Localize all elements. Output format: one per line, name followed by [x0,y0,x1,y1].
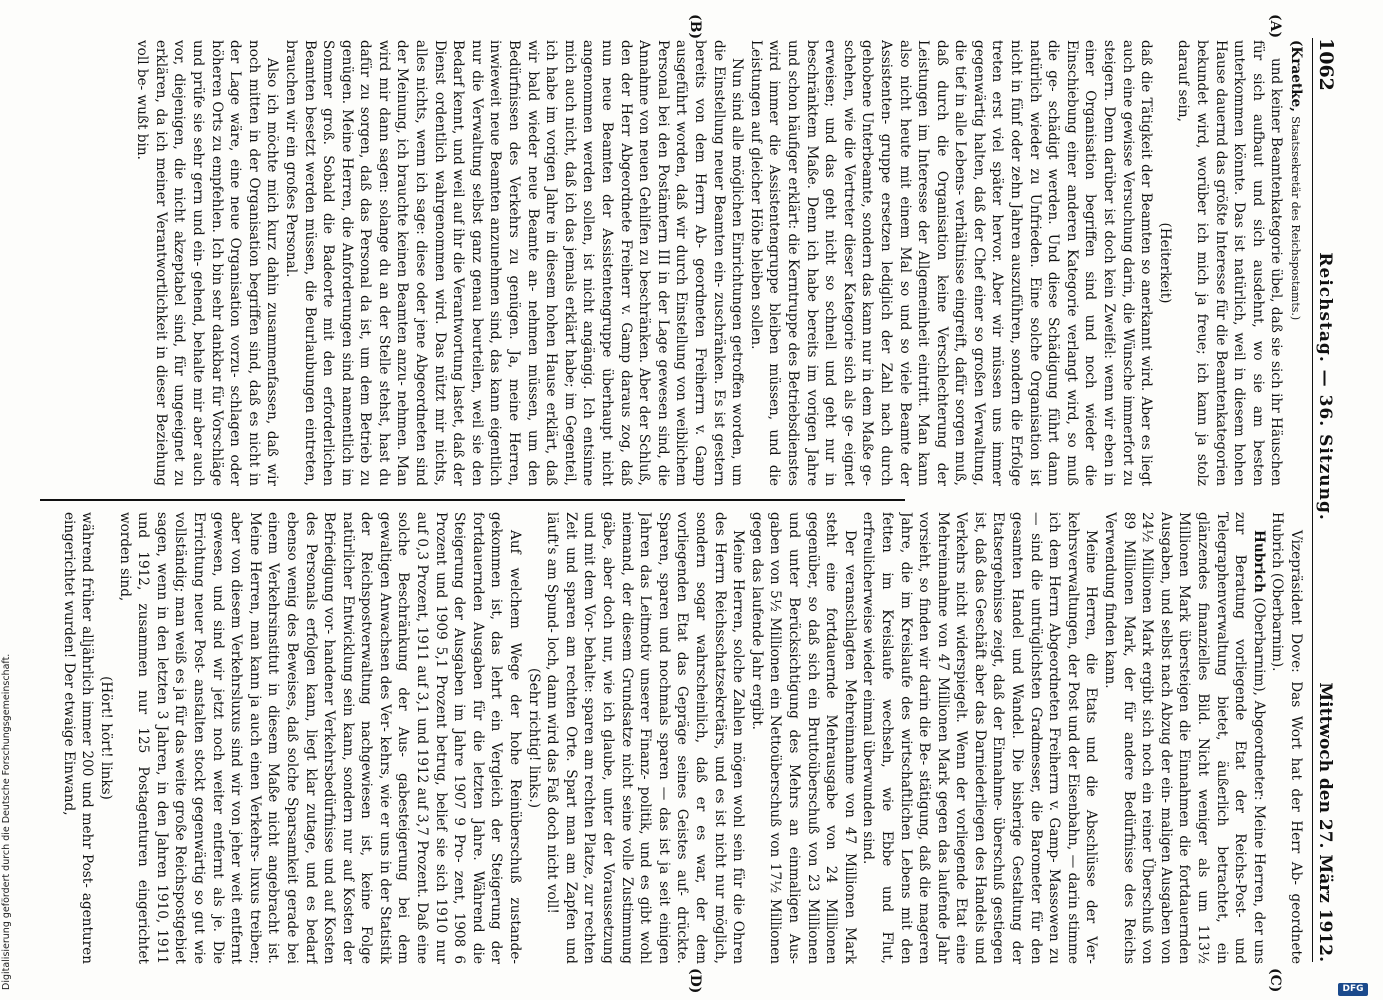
paragraph: Nun sind alle möglichen Einrichtungen getroffen worden, um die Einstellung neuer Beamten ein- zuschränken. Es ist gestern bereits von dem Herrn Ab- geordneten Freiherrn v. Gamp ausgeführt worden, daß wir durch Einstellung von weiblichem Personal bei den Postämtern III in der Lage gewesen sind, die Annahme von neuen Gehilfen zu beschränken. Aber der Schluß, den der Herr Abgeordnete Freiherr v. Gamp daraus zog, daß nun neue Beamten der Assistentengruppe überhaupt nicht angenommen werden sollen, ist nicht angängig. Ich entsinne mich auch nicht, daß ich das jemals erklärt habe; im Gegenteil, ich habe im vorigen Jahre in diesem hohen Hause erklärt, daß wir bald wieder neue Beamte an- nehmen müssen, um den Bedürfnissen des Verkehrs zu genügen. Ja, meine Herren, inwieweit neue Beamten anzunehmen sind, das kann eigentlich nur die Verwaltung selbst ganz genau beurteilen, weil sie den Bedarf kennt, und weil auf ihr die Verantwortung lastet, daß der Dienst ordentlich wahrgenommen wird. Das nützt mir nichts, alles nichts, wenn ich sage: diese oder jene Abgeordneten sind der Meinung, ich brauchte keinen Beamten anzu- nehmen. Man wird mir dann sagen: solange du an der Stelle stehst, hast du dafür zu sorgen, daß das Personal da ist, um dem Betrieb zu genügen. Meine Herren, die Anforderungen sind namentlich im Sommer groß. Sobald die Badeorte mit den erforderlichen Beamten besetzt werden müssen, die Beurlaubungen eintreten, brauchen wir ein großes Personal. [282,40,746,486]
speaker-role: Staatssekretär des Reichspostamts.) [1289,116,1302,321]
speaker-name: Hubrich [1250,530,1267,593]
speaker-name: (Kraetke, [1288,40,1304,112]
paragraph: Auf welchem Wege der hohe Reinüberschuß zustande- gekommen ist, das lehrt ein Vergleich der Steigerung der fortdauernden Ausgaben für die letzten Jahre. Während die Steigerung der Ausgaben im Jahre 1907 9 Pro- zent, 1908 6 Prozent und 1909 5,1 Prozent betrug, belief sie sich 1910 nur auf 0,3 Prozent, 1911 auf 3,1 und 1912 auf 3,7 Prozent. Daß eine solche Beschränkung der Aus- gabesteigerung bei dem gewaltigen Anwachsen des Ver- kehrs, wie er uns in der Statistik der Reichspostverwaltung nachgewiesen ist, keine Folge natürlicher Entwicklung sein kann, sondern nur auf Kosten der Befriedigung vor- handener Verkehrsbedürfnisse und auf Kosten des Personals erfolgen kann, liegt klar zutage, und es bedarf ebenso wenig des Beweises, daß solche Sparsamkeit gerade bei einem Verkehrsinstitut in diesem Maße nicht angebracht ist. Meine Herren, man kann ja auch einen Verkehrs- luxus treiben; aber von diesem Verkehrsluxus sind wir von jeher weit entfernt gewesen, und sind wir jetzt noch weiter entfernt als je. Die Errichtung neuer Post- anstalten stockt gegenwärtig so gut wie vollständig; man weiß es ja für das weite große Reichspostgebiet sagen, wenn in den letzten 3 Jahren, in den Jahren 1910, 1911 und 1912, zusammen nur 125 Postagenturen eingerichtet worden sind, [116,512,524,964]
digitization-note: Digitalisierung gefördert durch die Deutsche Forschungsgemeinschaft. [1,653,12,990]
digitization-strip [0,0,14,1000]
paragraph: daß die Tätigkeit der Beamten so anerkannt wird. Aber es liegt auch eine gewisse Versuchung darin, die Wünsche immerfort zu steigern. Denn darüber ist doch kein Zweifel: wenn wir eben in einer Organisation begriffen sind und noch wieder die Einschiebung einer anderen Kategorie verlangt wird, so muß die ge- schädigt werden. Und diese Schädigung führt dann natürlich wieder zu Unfrieden. Eine solche Organisation ist nicht in fünf oder zehn Jahren auszuführen, sondern die Erfolge treten erst viel später hervor. Aber wir müssen uns immer gegenwärtig halten, daß der Chef einer so großen Verwaltung, die tief in alle Lebens- verhältnisse eingreift, dafür sorgen muß, daß durch die Organisation keine Verschlechterung der Leistungen im Interesse der Allgemeinheit eintritt. Man kann also nicht heute mit einem Mal so und so viele Beamte der Assistenten- gruppe ersetzen lediglich der Zahl nach durch gehobene Unterbeamte, sondern das kann nur in dem Maße ge- schehen, wie die Vertreter dieser Kategorie sich als ge- eignet erweisen; und das geht nicht so schnell und geht nur in beschränktem Maße. Denn ich habe bereits im vorigen Jahre und schon häufiger erklärt: die Kerntruppe des Betriebsdienstes wird immer die Assistentengruppe bleiben müssen, und die Leistungen auf gleicher Höhe bleiben sollen. [747,40,1155,486]
interjection: (Heiterkeit) [1156,222,1173,304]
dfg-logo: DFG [1338,983,1368,996]
paragraph: während früher alljährlich immer 200 und mehr Post- agenturen eingerichtet wurden! Der etwaige Einwand, [60,512,96,964]
speaker-line [1285,40,1305,486]
interjection: (Hört! hört! links) [98,676,114,800]
paragraph: Also ich möchte mich kurz dahin zusammenfassen, daß wir noch mitten in der Organisation begriffen sind, daß es nicht in der Lage wäre, eine neue Organisation vorzu- schlagen oder höheren Orts zu empfehlen. Ich bin sehr dankbar für Vorschläge und prüfe sie sehr gern und ein- gehend, behalte mir aber auch vor, diejenigen, die nicht akzeptabel sind, für ungeeignet zu erklären, da ich meiner Verantwortlichkeit in dieser Beziehung voll be- wußt bin. [134,40,281,486]
column-divider [40,499,905,501]
paragraph-text: (Oberbarnim), Abgeordneter: Meine Herren, der uns zur Beratung vorliegende Etat der Reichs-Post- und Telegraphenverwaltung bietet, äußerlich betrachtet, ein glänzendes finanzielles Bild. Nicht weniger als um 113½ Millionen Mark übersteigen die Einnahmen die fortdauernden Ausgaben, und selbst nach Abzug der ein- maligen Ausgaben von 24½ Millionen Mark ergibt sich noch ein reiner Überschuß von 89 Millionen Mark, der für andere Bedürfnisse des Reichs Verwendung finden kann. [1102,512,1267,964]
paragraph: und keiner Beamtenkategorie übel, daß sie sich ihr Häuschen für sich aufbaut und sich ausdehnt, wo sie am besten unterkommen könnte. Das ist natürlich, weil in diesem hohen Hause dauernd das größte Interesse für die Beamtenkategorien bekundet wird, worüber ich mich ja freue; ich kann ja stolz darauf sein, [1175,40,1285,486]
header-title: Reichstag. — 36. Sitzung. [1315,252,1335,521]
left-column [40,40,1305,486]
interjection: (Sehr richtig! links.) [525,667,542,809]
margin-letter-b: (B) [687,14,703,40]
right-column [40,512,1305,964]
margin-letter-d: (D) [687,968,703,994]
speaker-paragraph [1100,512,1267,964]
margin-letter-a: (A) [1267,14,1283,39]
page-number: 1062 [1315,38,1337,91]
paragraph: Meine Herren, die Etats und die Abschlüsse der Ver- kehrsverwaltungen, der Post und der Eisenbahn, — darin stimme ich dem Herrn Abgeordneten Freiherrn v. Gamp- Massowen zu — sind die untrüglichsten Gradmesser, die Barometer für den gesamten Handel und Wandel. Die bisherige Gestaltung der Etatsergebnisse zeigt, daß der Einnahme- überschuß gestiegen ist, daß das Geschäft aber das Darniederliegen des Handels und Verkehrs nicht widerspiegelt. Wenn der vorliegende Etat eine Mehreinnahme von 47 Millionen Mark gegen das laufende Jahr vorsieht, so finden wir darin die Be- stätigung, daß die mageren Jahre, die im Kreislaufe des wirtschaftlichen Lebens mit den fetten im Kreislaufe wechseln, wie Ebbe und Flut, erfreulicherweise wieder einmal überwunden sind. [860,512,1100,964]
chair-announcement: Vizepräsident Dove: Das Wort hat der Herr Ab- geordnete Hubrich (Oberbarnim). [1269,512,1304,964]
page-header [1312,38,1345,962]
paragraph: Meine Herren, solche Zahlen mögen wohl sein für die Ohren des Herrn Reichsschatzsekretärs, und es ist nicht nur möglich, sondern sogar wahrscheinlich, daß er es war, der dem vorliegenden Etat das Gepräge seines Geistes auf- drückte. Sparen, sparen und nochmals sparen — das ist ja seit einigen Jahren das Leitmotiv unserer Finanz- politik, und es gibt wohl niemand, der diesem Grundsatze nicht seine volle Zustimmung gäbe, aber doch nur, wie ich glaube, unter der Voraussetzung und mit dem Vor- behalte: sparen am rechten Platze, zur rechten Zeit und sparen am rechten Orte. Spart man am Zapfen und läuft's am Spund- loch, dann wird das Faß doch nicht voll! [544,512,747,964]
margin-letter-c: (C) [1267,968,1283,993]
header-date: Mittwoch den 27. März 1912. [1315,682,1335,962]
paragraph: Der veranschlagten Mehreinnahme von 47 Millionen Mark steht eine fortdauernde Mehrausgabe von 24 Millionen gegenüber, so daß sich ein Bruttoüberschuß von 23 Millionen und unter Berücksichtigung des Mehrs an einmaligen Aus- gaben von 5½ Millionen ein Nettoüberschuß von 17½ Millionen gegen das laufende Jahr ergibt. [748,512,858,964]
